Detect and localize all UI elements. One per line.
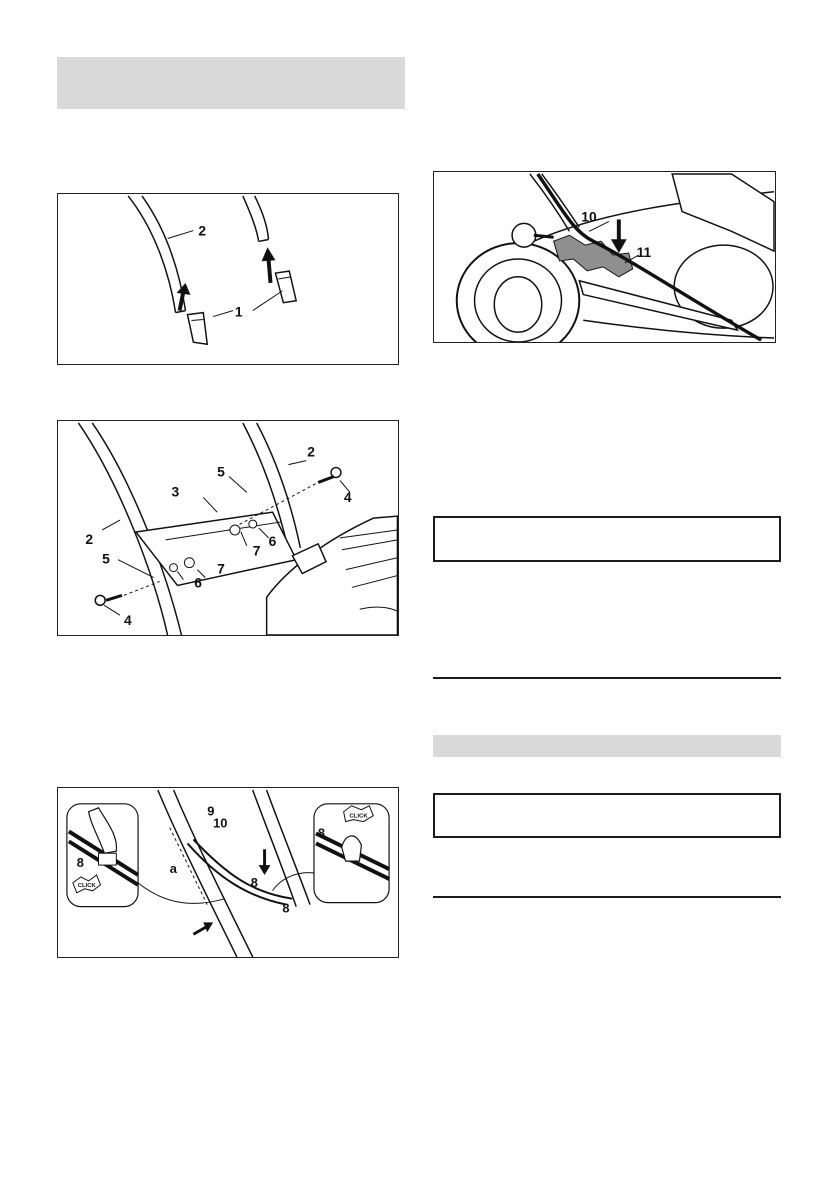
- label-3: 3: [171, 483, 180, 500]
- figure-handle-bracket: [57, 420, 399, 636]
- section-divider-1: [433, 677, 781, 679]
- click-text-right: CLICK: [349, 813, 368, 820]
- label-10: 10: [213, 815, 228, 831]
- label-2: 2: [198, 222, 207, 239]
- label-5-top: 5: [217, 463, 225, 480]
- figure-cable-routing: [433, 171, 776, 343]
- label-7-left: 7: [217, 560, 225, 577]
- section-heading-bar: [57, 57, 405, 109]
- notice-box-2: [433, 793, 781, 838]
- label-8-inset-right: 8: [317, 825, 326, 841]
- label-9: 9: [207, 803, 215, 819]
- label-6-right: 6: [268, 532, 277, 549]
- label-2-right: 2: [307, 443, 315, 460]
- label-10: 10: [581, 208, 597, 225]
- label-4-right: 4: [343, 489, 352, 506]
- section-divider-2: [433, 896, 781, 898]
- figure-cable-clips: [57, 787, 399, 958]
- subsection-heading-bar: [433, 735, 781, 757]
- label-5-left: 5: [102, 550, 110, 567]
- label-4-left: 4: [123, 612, 132, 629]
- notice-box-1: [433, 516, 781, 562]
- label-6-left: 6: [194, 574, 203, 591]
- label-8-inset-left: 8: [76, 855, 84, 871]
- label-a: a: [169, 860, 177, 876]
- label-7-right: 7: [252, 542, 261, 559]
- label-8-center: 8: [250, 874, 258, 890]
- figure-handle-plugs: [57, 193, 399, 365]
- label-11: 11: [636, 244, 652, 260]
- label-1: 1: [234, 303, 243, 320]
- click-text-left: CLICK: [77, 882, 96, 889]
- label-2-left: 2: [85, 530, 94, 547]
- label-8-right: 8: [282, 900, 290, 916]
